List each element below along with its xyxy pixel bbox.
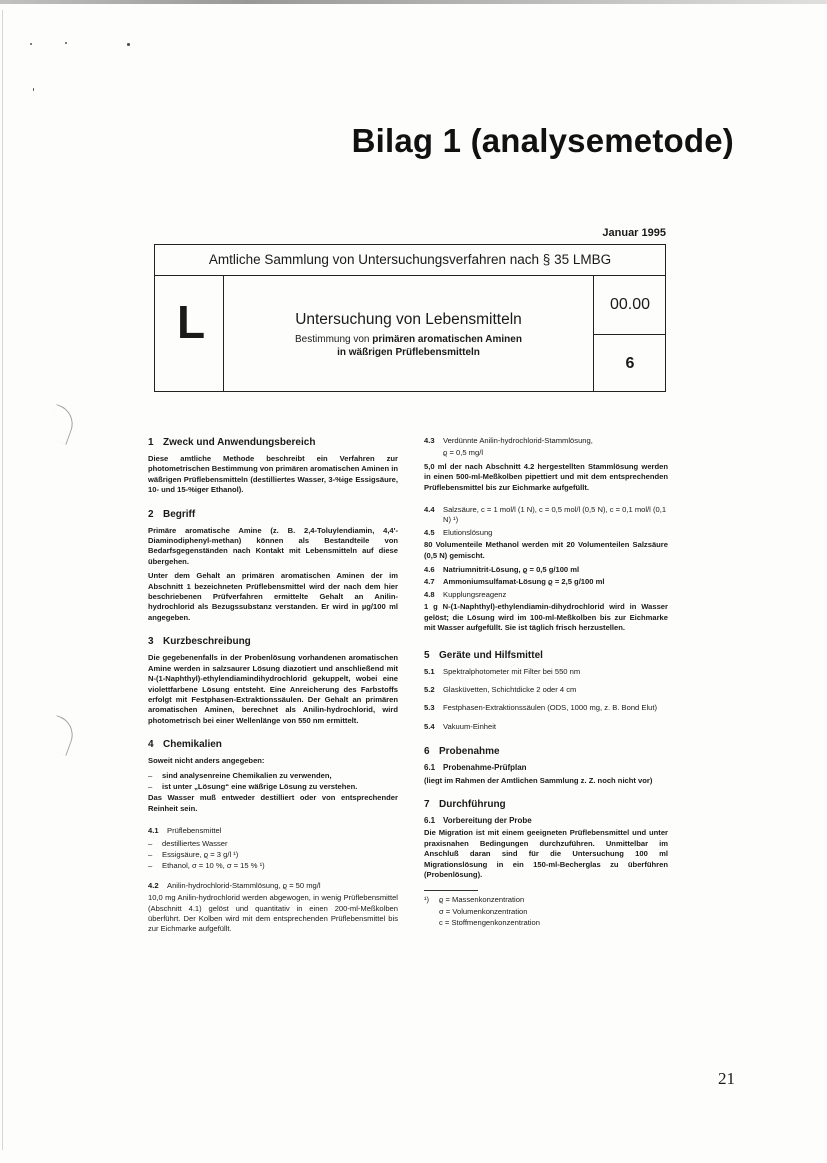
right-column [424,436,668,930]
subsection-heading: 6.1 Probenahme-Prüfplan [424,763,527,773]
section-number: 2 [148,508,154,520]
left-column [148,436,398,939]
subsection-heading: 4.3 Verdünnte Anilin-hydrochlorid-Stammlösung, [424,436,593,445]
section-title: Chemikalien [163,739,222,751]
list-item: 5.3 Festphasen-Extraktionssäulen (ODS, 1000 mg, z. B. Bond Elut) [424,703,657,713]
scan-speck [127,43,130,46]
header-subtitle [224,333,593,359]
subtitle-bold: primären aromatischen Aminen [372,334,522,345]
section-text: 5,0 ml der nach Abschnitt 4.2 hergestellten Stammlösung werden in einen 500-ml-Meßkolben pipettiert und mit dem entsprechenden Prüflebensmittel bis zur Eichmarke aufgefüllt. [424,461,668,492]
section-text: Das Wasser muß entweder destilliert oder von entsprechender Reinheit sein. [148,793,398,813]
header-title-cell [224,275,593,392]
section-number: 1 [148,437,154,448]
subsection-heading: 4.8 Kupplungsreagenz [424,589,507,599]
list-item: 5.2 Glasküvetten, Schichtdicke 2 oder 4 cm [424,684,577,694]
section-text: Primäre aromatische Amine (z. B. 2,4-Toluylendiamin, 4,4'-Diaminodiphenyl-methan) können als Bestandteile von Bedarfsgegenständen nach Kontakt mit Lebensmitteln auf diese übergehen. [148,525,398,566]
scan-speck [33,88,34,91]
header-heading: Untersuchung von Lebensmitteln [295,311,522,328]
section-heading: 5 Geräte und Hilfsmittel [424,649,543,661]
list-item: 5.1 Spektralphotometer mit Filter bei 550 nm [424,666,581,676]
subtitle-bold-2: wäßrigen Prüflebensmitteln [348,347,480,358]
section-heading [148,508,398,521]
list-item: – Essigsäure, ϱ = 3 g/l ¹) [148,849,239,859]
subsection-heading: 4.2 Anilin-hydrochlorid-Stammlösung, ϱ = 50 mg/l [148,880,321,890]
scan-edge-left [2,10,3,1150]
footnote-rule [424,890,478,891]
list-item: – destilliertes Wasser [148,838,228,848]
section-text: Diese amtliche Methode beschreibt ein Verfahren zur photometrischen Bestimmung von primären aromatischen Aminen in wäßrigen Prüflebensmitteln (destilliertes Wasser, 3-%ige Essigsäure, 10- und 15-%iger Ethanol). [148,454,398,495]
section-heading [148,635,398,648]
section-title: Kurzbeschreibung [163,636,251,648]
subtitle-plain: Bestimmung von [295,334,370,345]
list-item: – Ethanol, σ = 10 %, σ = 15 % ¹) [148,861,265,871]
subsection-heading: 4.4 Salzsäure, c = 1 mol/l (1 N), c = 0,5 mol/l (0,5 N), c = 0,1 mol/l (0,1 N) ¹) [424,505,667,525]
footnote: ¹) ϱ = Massenkonzentration [424,895,525,905]
page-title: Bilag 1 (analysemetode) [351,122,734,159]
category-letter: L [177,296,206,348]
section-text: 10,0 mg Anilin-hydrochlorid werden abgewogen, in wenig Prüflebensmittel (Abschnitt 4.1) gelöst und quantitativ in einen 200-ml-Meßkolben überführt. Der Kolben wird mit dem entsprechenden Prüflebensmittel bis zur Eichmarke aufgefüllt. [148,893,398,934]
section-title: Zweck und Anwendungsbereich [163,437,316,448]
issue-date: Januar 1995 [602,227,666,239]
document-header-box [154,244,666,392]
section-heading: 6 Probenahme [424,746,500,758]
page-number: 21 [718,1069,735,1088]
section-text: 1 g N-(1-Naphthyl)-ethylendiamin-dihydrochlorid wird in Wasser gelöst; die Lösung wird im 100-ml-Meßkolben bis zur Eichmarke mit Wasser aufgefüllt. Sie ist täglich frisch herzustellen. [424,602,668,633]
section-title: Begriff [163,508,196,520]
section-number: 3 [148,636,154,648]
subsection-heading: 4.5 Elutionslösung [424,527,493,537]
category-letter-cell [155,275,224,392]
scan-edge-top [0,0,827,4]
method-number: 6 [625,355,635,372]
section-text: (liegt im Rahmen der Amtlichen Sammlung z. Z. noch nicht vor) [424,775,653,785]
concentration: ϱ = 0,5 mg/l [443,448,484,458]
section-number: 4 [148,739,154,751]
header-code-cell [593,275,666,392]
section-heading: 7 Durchführung [424,798,506,810]
section-text: Die gegebenenfalls in der Probenlösung vorhandenen aromatischen Amine werden in salzsaurer Lösung diazotiert und anschließend mit N-(1-Naphthyl)-ethylendiamindihydrochlorid gekuppelt, wobei eine violettfarbene Lösung entsteht. Eine Anreicherung des Farbstoffs erfolgt mit Festphasen-Extraktionssäulen. Der Gehalt an primären aromatischen Aminen, berechnet als Anilin-hydrochlorid, wird photometrisch bei einer Wellenlänge von 550 nm ermittelt. [148,653,398,725]
section-text: Soweit nicht anders angegeben: [148,756,265,766]
list-item: – ist unter „Lösung“ eine wäßrige Lösung zu verstehen. [148,781,358,791]
scan-speck [65,42,67,44]
section-text: Die Migration ist mit einem geeigneten Prüflebensmittel und unter praxisnahen Bedingungen durchzuführen. Unmittelbar im Anschluß daran sind für die Untersuchung 100 ml Migrationslösung in ein 150-ml-Becherglas zu überführen (Probenlösung). [424,828,668,879]
subsection-heading: 6.1 Vorbereitung der Probe [424,815,532,825]
section-heading [148,436,398,449]
section-text: 80 Volumenteile Methanol werden mit 20 Volumenteilen Salzsäure (0,5 N) gemischt. [424,540,668,560]
section-heading [148,738,398,751]
footnote: c = Stoffmengenkonzentration [439,918,540,928]
subsection-heading: 4.7 Ammoniumsulfamat-Lösung ϱ = 2,5 g/100 ml [424,577,605,587]
subtitle-prefix: in [337,347,346,358]
subsection-heading: 4.1 Prüflebensmittel [148,826,222,836]
footnote: σ = Volumenkonzentration [439,906,528,916]
scan-speck [30,43,32,45]
authority-line: Amtliche Sammlung von Untersuchungsverfahren nach § 35 LMBG [155,245,665,276]
subsection-heading: 4.6 Natriumnitrit-Lösung, ϱ = 0,5 g/100 ml [424,565,580,575]
list-item: – sind analysenreine Chemikalien zu verwenden, [148,770,332,780]
section-text: Unter dem Gehalt an primären aromatischen Aminen der im Abschnitt 1 bezeichneten Prüflebensmittel wird der nach dem hier beschriebenen Prüfverfahren ermittelte Gehalt an Anilin-hydrochlorid als Bezugssubstanz verstanden. Er wird in µg/100 ml angegeben. [148,571,398,622]
punch-hole-mark [45,404,79,445]
method-code: 00.00 [594,275,666,335]
list-item: 5.4 Vakuum-Einheit [424,721,497,731]
punch-hole-mark [45,715,79,756]
